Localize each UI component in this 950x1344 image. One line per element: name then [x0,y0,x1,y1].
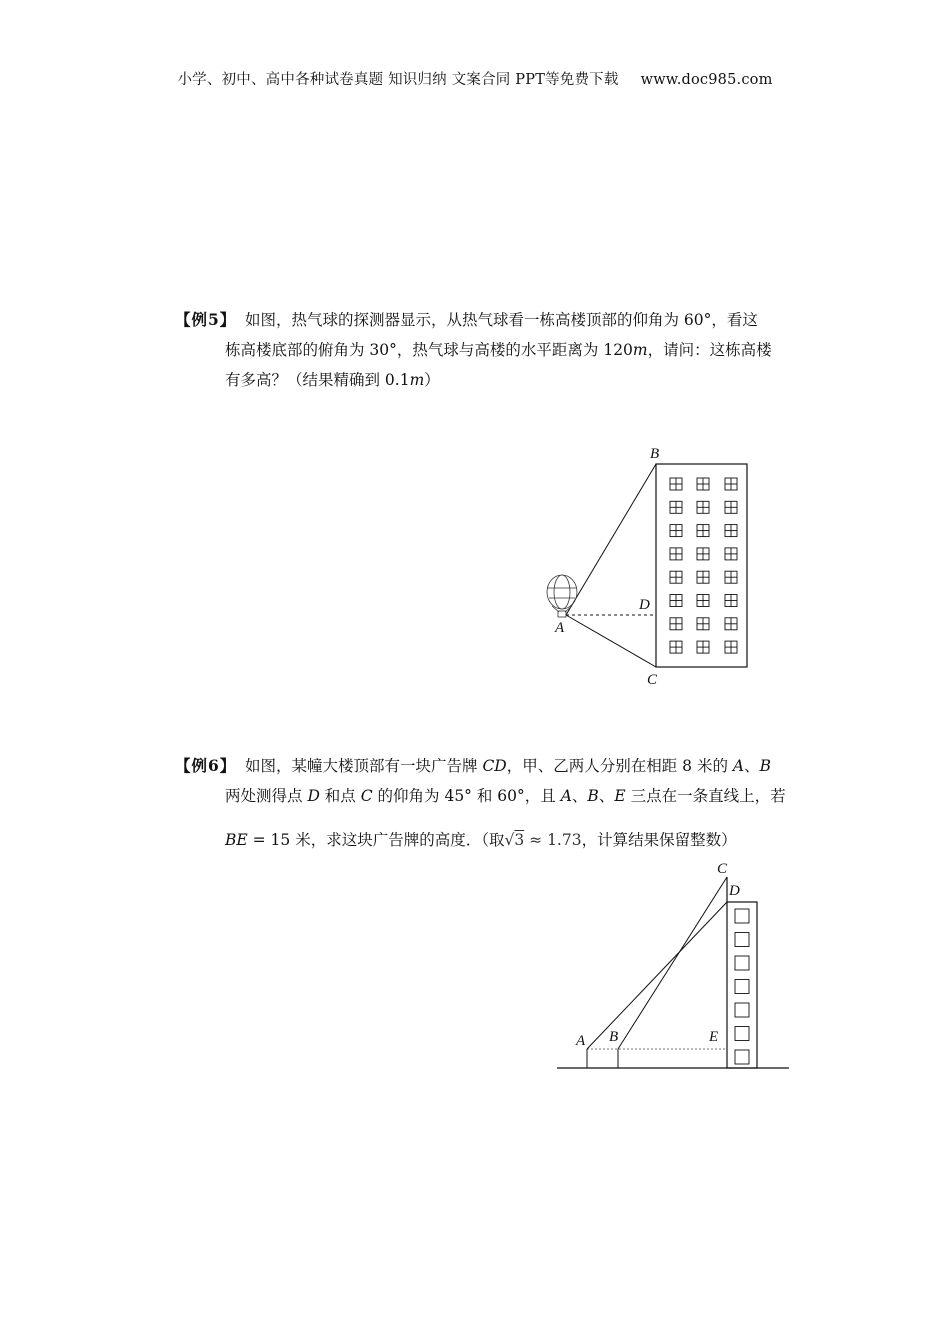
example-6-figure [550,855,795,1075]
window-icon [725,548,737,560]
sight-line-ac [566,615,656,667]
window-icon [697,525,709,537]
page-header [0,68,950,89]
label-a: A [555,620,565,636]
example-5-line-3: 有多高？（结果精确到 0.1m） [225,371,440,389]
label-e: E [709,1029,719,1045]
window-icon [670,595,682,607]
window-icon [670,501,682,513]
example-5 [175,305,815,395]
window-icon [725,525,737,537]
window-icon [670,618,682,630]
hot-air-balloon-icon [547,575,577,617]
label-c: C [647,672,658,688]
label-b: B [609,1029,619,1045]
example-6-line-2: 两处测得点 D 和点 C 的仰角为 45° 和 60°，且 A、B、E 三点在一条直线上，若 [225,787,786,805]
window-icon [735,1050,749,1064]
example-5-tag: 【例5】 [175,310,237,329]
window-icon [725,478,737,490]
building-outline [727,902,757,1068]
building-windows [735,909,749,1064]
sight-line-ad [587,902,727,1049]
window-icon [725,501,737,513]
example-5-figure [520,440,770,690]
example-6-tag: 【例6】 [175,756,237,775]
example-6-line-1: 如图，某幢大楼顶部有一块广告牌 CD，甲、乙两人分别在相距 8 米的 A、B [245,757,771,775]
window-icon [697,641,709,653]
label-b: B [650,446,660,462]
window-icon [725,641,737,653]
window-icon [670,641,682,653]
window-icon [670,548,682,560]
label-c: C [717,861,728,877]
window-icon [670,571,682,583]
example-5-line-2: 栋高楼底部的俯角为 30°，热气球与高楼的水平距离为 120m，请问：这栋高楼 [225,341,772,359]
header-site: www.doc985.com [640,72,773,88]
building-windows [670,478,737,653]
header-text: 小学、初中、高中各种试卷真题 知识归纳 文案合同 PPT等免费下载 [177,72,619,88]
sqrt-3: √3 ≈ 1.73 [504,831,582,849]
window-icon [735,980,749,994]
window-icon [697,571,709,583]
window-icon [735,933,749,947]
building-outline [656,464,747,667]
example-6-line-3: BE = 15 米，求这块广告牌的高度．（取√3 ≈ 1.73，计算结果保留整数） [225,831,737,849]
window-icon [725,618,737,630]
window-icon [735,956,749,970]
example-6 [175,751,815,855]
label-d: D [729,883,740,899]
sight-line-ab [566,464,656,615]
window-icon [697,548,709,560]
window-icon [697,501,709,513]
label-d: D [639,597,650,613]
window-icon [697,478,709,490]
window-icon [725,571,737,583]
window-icon [697,618,709,630]
example-5-line-1: 如图，热气球的探测器显示，从热气球看一栋高楼顶部的仰角为 60°，看这 [245,311,758,329]
window-icon [735,1003,749,1017]
window-icon [670,525,682,537]
window-icon [735,909,749,923]
window-icon [725,595,737,607]
sight-line-bc [618,877,727,1049]
window-icon [697,595,709,607]
window-icon [670,478,682,490]
label-a: A [576,1033,586,1049]
window-icon [735,1027,749,1041]
